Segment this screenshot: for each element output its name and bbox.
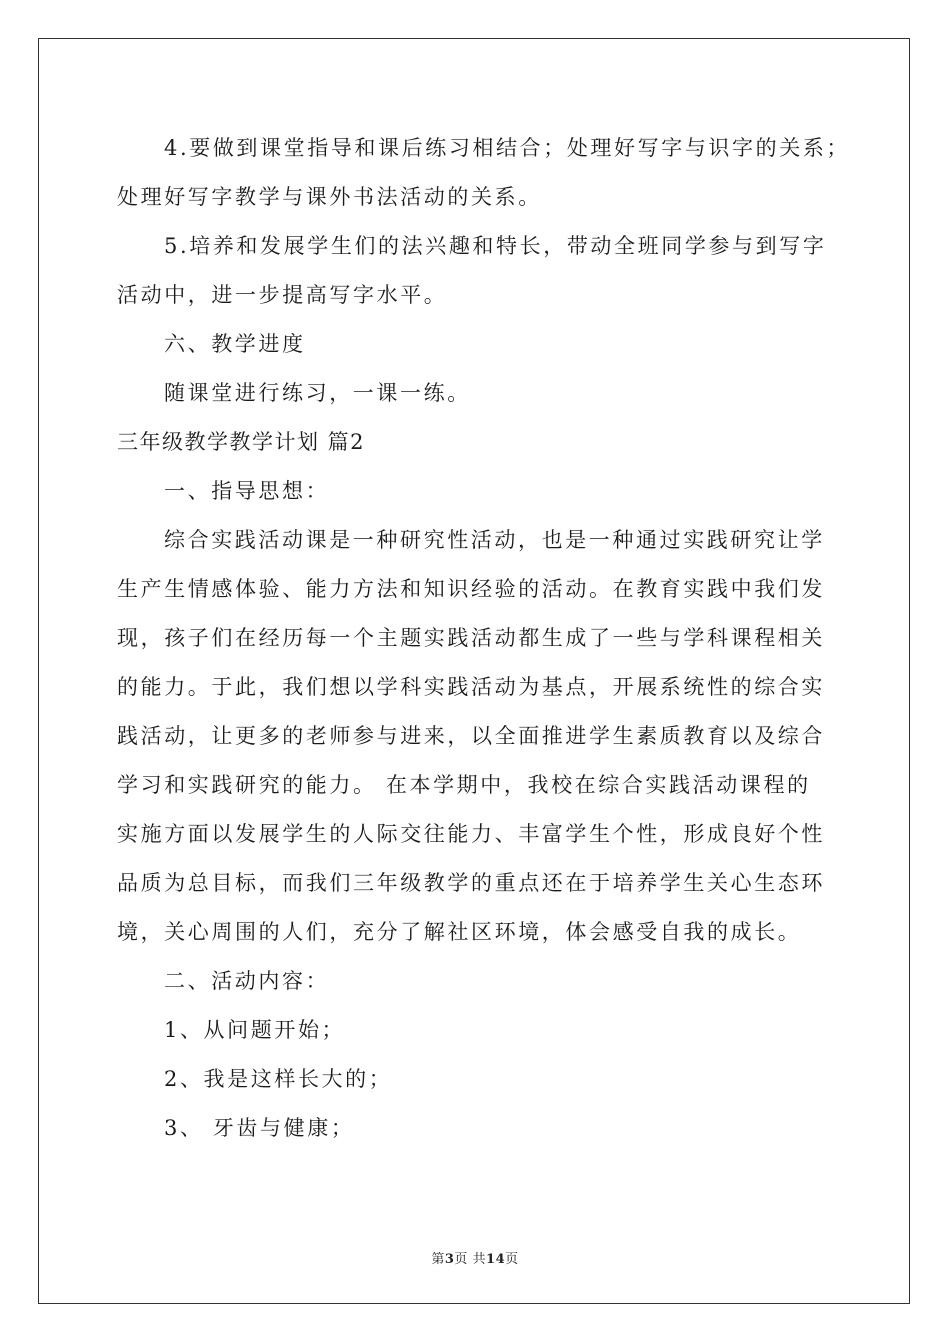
text-line: 4.要做到课堂指导和课后练习相结合；处理好写字与识字的关系； [164,136,851,160]
text-line: 践活动，让更多的老师参与进来，以全面推进学生素质教育以及综合 [117,724,825,748]
section-heading: 三年级教学教学计划 篇2 [117,430,366,454]
text-line: 境，关心周围的人们，充分了解社区环境，体会感受自我的成长。 [117,920,802,944]
text-line: 学习和实践研究的能力。 在本学期中，我校在综合实践活动课程的 [117,773,811,797]
text-line: 品质为总目标，而我们三年级教学的重点还在于培养学生关心生态环 [117,871,825,895]
text-line: 1、从问题开始； [164,1018,346,1042]
text-line: 生产生情感体验、能力方法和知识经验的活动。在教育实践中我们发 [117,577,825,601]
text-line: 二、活动内容： [164,969,330,993]
text-line: 处理好写字教学与课外书法活动的关系。 [117,185,542,209]
text-line: 3、 牙齿与健康； [164,1116,355,1140]
footer-prefix: 第 [431,1252,445,1267]
text-line: 实施方面以发展学生的人际交往能力、丰富学生个性，形成良好个性 [117,822,825,846]
text-line: 现，孩子们在经历每一个主题实践活动都生成了一些与学科课程相关 [117,626,825,650]
total-page-count: 14 [486,1252,506,1267]
footer-middle: 页 共 [454,1252,487,1267]
footer-suffix: 页 [505,1252,519,1267]
text-line: 2、我是这样长大的； [164,1067,393,1091]
text-line: 一、指导思想： [164,479,330,503]
text-line: 随课堂进行练习，一课一练。 [164,381,471,405]
text-line: 的能力。于此，我们想以学科实践活动为基点，开展系统性的综合实 [117,675,825,699]
text-line: 5.培养和发展学生们的法兴趣和特长，带动全班同学参与到写字 [164,234,827,258]
text-line: 活动中，进一步提高写字水平。 [117,283,448,307]
page-footer [0,1248,950,1267]
current-page-number: 3 [444,1252,455,1267]
text-line: 综合实践活动课是一种研究性活动，也是一种通过实践研究让学 [164,528,825,552]
document-body [117,124,851,1153]
text-line: 六、教学进度 [164,332,306,356]
